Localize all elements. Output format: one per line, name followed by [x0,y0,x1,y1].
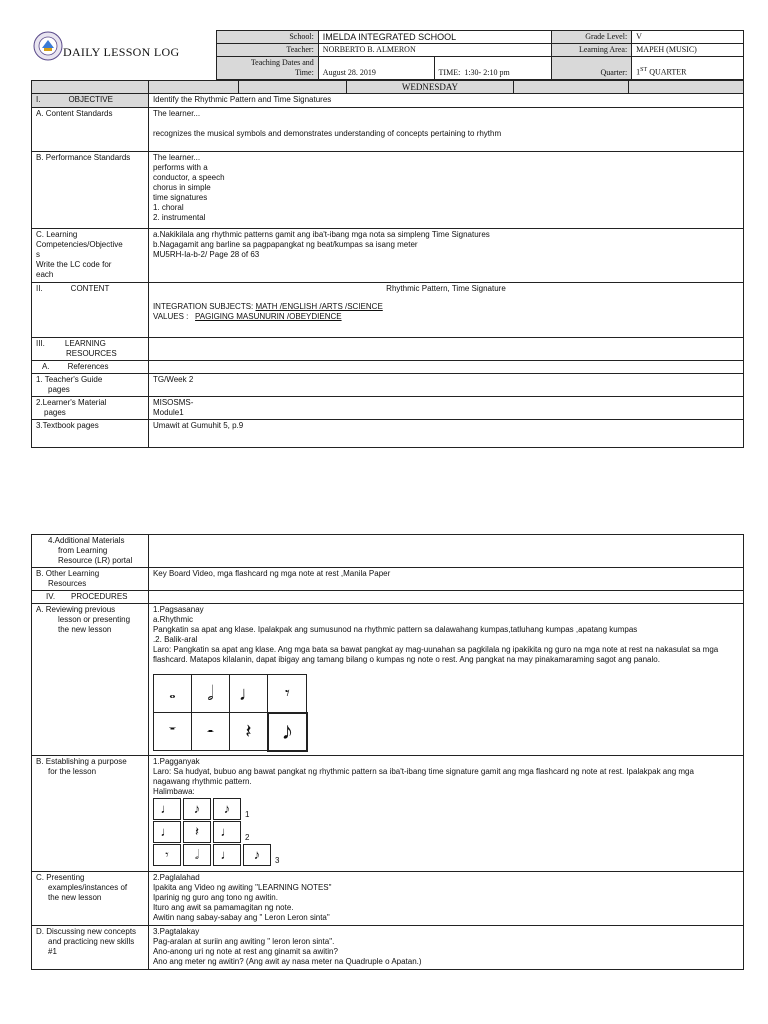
pattern-note: ♪ [183,798,211,820]
reviewing-line: a.Rhythmic [152,615,193,624]
reviewing-line: .2. Balik-aral [152,635,198,644]
quarter-word: QUARTER [649,68,687,77]
competencies-label-line: s [36,250,40,259]
discussing-value [148,926,743,970]
resources-label-line2: RESOURCES [66,349,117,358]
day-header-col5 [629,81,744,94]
competencies-label [32,229,149,283]
competency-line: MU5RH-Ia-b-2/ Page 28 of 63 [152,250,260,259]
establishing-line: nagawang rhythmic pattern. [152,777,252,786]
competencies-label-line: Write the LC code for [36,260,112,269]
additional-materials-label [32,535,149,568]
date-value: August 28. 2019 [318,57,434,80]
pattern-number: 3 [274,856,280,865]
quarter-num: 1 [636,68,641,77]
learners-material-value [148,397,743,420]
reviewing-line: flashcard. Matapos kilalanin, dapat ibigay ang tamang bilang o kumpas ng note o rest. Ang pangkat na may pinakamaraming sagot ang panalo. [152,655,660,664]
other-resources-value: Key Board Video, mga flashcard ng mga note at rest ,Manila Paper [148,568,743,591]
rhythm-pattern-1 [153,798,739,820]
objective-label [32,94,149,108]
establishing-line: Halimbawa: [152,787,195,796]
procedures-value [148,591,743,604]
presenting-line: 2.Paglalahad [152,873,200,882]
learners-material-label-line1: 2.Learner's Material [36,398,107,407]
lesson-table-page1 [31,80,744,448]
competencies-label-line: Competencies/Objective [36,240,123,249]
pattern-note: ♩ [153,821,181,843]
teacher-value: NORBERTO B. ALMERON [318,44,552,57]
values-label: VALUES : [152,312,189,321]
note-flashcard: 𝅗𝅥 [191,675,229,713]
establishing-line: 1.Pagganyak [152,757,200,766]
resources-label-line1: LEARNING [64,339,106,348]
other-resources-label [32,568,149,591]
learning-area-value: MAPEH (MUSIC) [632,44,744,57]
discussing-label-line: D. Discussing new concepts [36,927,137,936]
discussing-line: 3.Pagtalakay [152,927,200,936]
reviewing-label [32,604,149,756]
discussing-label [32,926,149,970]
content-label-text: CONTENT [70,284,110,293]
school-label: School: [217,31,319,44]
teacher-label: Teacher: [217,44,319,57]
content-standards-value [148,108,743,152]
pattern-number: 2 [244,833,250,842]
content-standards-line1: The learner... [152,109,201,118]
presenting-value [148,872,743,926]
teachers-guide-label-line1: 1. Teacher's Guide [36,375,103,384]
competencies-value [148,229,743,283]
quarter-label: Quarter: [552,57,632,80]
textbook-label: 3.Textbook pages [32,420,149,448]
performance-line: 2. instrumental [152,213,206,222]
resources-value [148,338,743,361]
learning-area-label: Learning Area: [552,44,632,57]
learners-material-label-line2: pages [44,408,66,417]
performance-standards-label: B. Performance Standards [32,152,149,229]
procedures-label-text: PROCEDURES [71,592,128,601]
performance-line: 1. choral [152,203,184,212]
header-table [216,30,744,80]
grade-level-value: V [632,31,744,44]
performance-line: The learner... [152,153,201,162]
procedures-num: IV. [46,592,56,601]
establishing-line: Laro: Sa hudyat, bubuo ang bawat pangkat ng rhythmic pattern sa iba't-ibang time signature gamit ang mga flashcard ng note at rest. Ipalakpak ang mga [152,767,694,776]
learners-material-value-line2: Module1 [152,408,184,417]
additional-label-line: Resource (LR) portal [58,556,133,565]
establishing-label-line: B. Establishing a purpose [36,757,127,766]
pattern-note: 𝄾 [153,844,181,866]
pattern-note: ♩ [213,844,241,866]
teachers-guide-value: TG/Week 2 [148,374,743,397]
textbook-value: Umawit at Gumuhit 5, p.9 [148,420,743,448]
establishing-value [148,756,743,872]
school-value: IMELDA INTEGRATED SCHOOL [318,31,552,44]
references-value [148,361,743,374]
references-label-text: References [67,362,109,371]
pattern-note: ♪ [243,844,271,866]
presenting-label [32,872,149,926]
competency-line: a.Nakikilala ang rhythmic patterns gamit ang iba't-ibang mga nota sa simpleng Time Signatures [152,230,490,239]
other-resources-label-line2: Resources [48,579,87,588]
time-inline-label: TIME: [438,68,461,77]
content-label [32,283,149,338]
performance-line: time signatures [152,193,208,202]
note-flashcard: 𝄽 [229,713,268,751]
discussing-line: Pag-aralan at suriin ang awiting " leron leron sinta". [152,937,335,946]
day-header-col2 [238,81,346,94]
resources-num: III. [36,339,45,348]
presenting-line: Iparinig ng guro ang tono ng awitin. [152,893,278,902]
additional-label-line: from Learning [58,546,108,555]
competencies-label-line: C. Learning [36,230,78,239]
presenting-label-line: C. Presenting [36,873,85,882]
resources-label [32,338,149,361]
rhythm-pattern-3 [153,844,739,866]
presenting-label-line: examples/instances of [48,883,128,892]
pattern-note: ♩ [153,798,181,820]
teaching-dates-label [217,57,319,80]
pattern-note: ♪ [213,798,241,820]
learners-material-value-line1: MISOSMS- [152,398,194,407]
establishing-label [32,756,149,872]
discussing-line: Ano-anong uri ng note at rest ang ginamit sa awitin? [152,947,338,956]
day-header: WEDNESDAY [346,81,514,94]
time-value: 1:30- 2:10 pm [464,68,510,77]
note-flashcard: ♩ [229,675,268,713]
note-flashcard: 𝄾 [268,675,307,713]
content-standards-line2: recognizes the musical symbols and demonstrates understanding of concepts pertaining to rhythm [152,129,502,138]
references-num: A. [42,362,50,371]
teachers-guide-label [32,374,149,397]
integration-value: MATH /ENGLISH /ARTS /SCIENCE [255,302,383,311]
discussing-label-line: #1 [48,947,57,956]
note-rest-flashcards [153,674,308,752]
lesson-table-page2 [31,534,744,970]
note-flashcard: 𝅝 [153,675,191,713]
pattern-number: 1 [244,810,250,819]
performance-line: conductor, a speech [152,173,225,182]
reviewing-value [148,604,743,756]
quarter-sup: ST [640,67,648,74]
content-value [148,283,743,338]
discussing-line: Ano ang meter ng awitin? (Ang awit ay nasa meter na Quadruple o Apatan.) [152,957,422,966]
integration-label: INTEGRATION SUBJECTS: [152,302,254,311]
additional-label-line: 4.Additional Materials [48,536,125,545]
presenting-line: Ipakita ang Video ng awiting "LEARNING NOTES" [152,883,332,892]
note-flashcard: 𝄼 [191,713,229,751]
presenting-label-line: the new lesson [48,893,102,902]
reviewing-line: Laro: Pangkatin sa apat ang klase. Ang mga bata sa bawat pangkat ay mag-uunahan sa pagkilala ng ipakikita ng guro na mga note at rest na nakasulat sa mga [152,645,719,654]
reviewing-label-line: the new lesson [58,625,112,634]
objective-label-text: OBJECTIVE [68,95,113,104]
procedures-label [32,591,149,604]
teaching-dates-label-line1: Teaching Dates and [250,58,314,67]
teaching-dates-label-line2: Time: [294,68,314,77]
presenting-line: Ituro ang awit sa pamamagitan ng note. [152,903,294,912]
time-cell [434,57,552,80]
content-title: Rhythmic Pattern, Time Signature [386,284,506,293]
deped-seal-icon [33,31,63,61]
reviewing-label-line: lesson or presenting [58,615,131,624]
note-flashcard: ♪ [268,713,307,751]
objective-value: Identify the Rhythmic Pattern and Time Signatures [148,94,743,108]
competency-line: b.Nagagamit ang barline sa pagpapangkat ng beat/kumpas sa isang meter [152,240,418,249]
performance-standards-value [148,152,743,229]
rhythm-pattern-2 [153,821,739,843]
grade-level-label: Grade Level: [552,31,632,44]
performance-line: performs with a [152,163,208,172]
presenting-line: Awitin nang sabay-sabay ang " Leron Leron sinta" [152,913,330,922]
learners-material-label [32,397,149,420]
pattern-note: 𝅗𝅥 [183,844,211,866]
competencies-label-line: each [36,270,54,279]
values-value: PAGIGING MASUNURIN /OBEYDIENCE [195,312,342,321]
additional-materials-value [148,535,743,568]
teachers-guide-label-line2: pages [48,385,70,394]
header-logo-block [31,31,216,75]
content-standards-label: A. Content Standards [32,108,149,152]
establishing-label-line: for the lesson [48,767,97,776]
day-header-col4 [514,81,629,94]
reviewing-label-line: A. Reviewing previous [36,605,116,614]
note-flashcard: 𝄻 [153,713,191,751]
log-title: DAILY LESSON LOG [63,45,180,59]
objective-num: I. [36,95,41,104]
performance-line: chorus in simple [152,183,211,192]
reviewing-line: 1.Pagsasanay [152,605,204,614]
day-header-blank [32,81,149,94]
content-num: II. [36,284,43,293]
pattern-note: ♩ [213,821,241,843]
other-resources-label-line1: B. Other Learning [36,569,100,578]
day-header-col1 [148,81,238,94]
references-label [32,361,149,374]
quarter-value [632,57,744,80]
reviewing-line: Pangkatin sa apat ang klase. Ipalakpak ang sumusunod na rhythmic pattern sa dalawahang kumpas,tatluhang kumpas ,apatang kumpas [152,625,638,634]
discussing-label-line: and practicing new skills [48,937,135,946]
pattern-note: 𝄽 [183,821,211,843]
